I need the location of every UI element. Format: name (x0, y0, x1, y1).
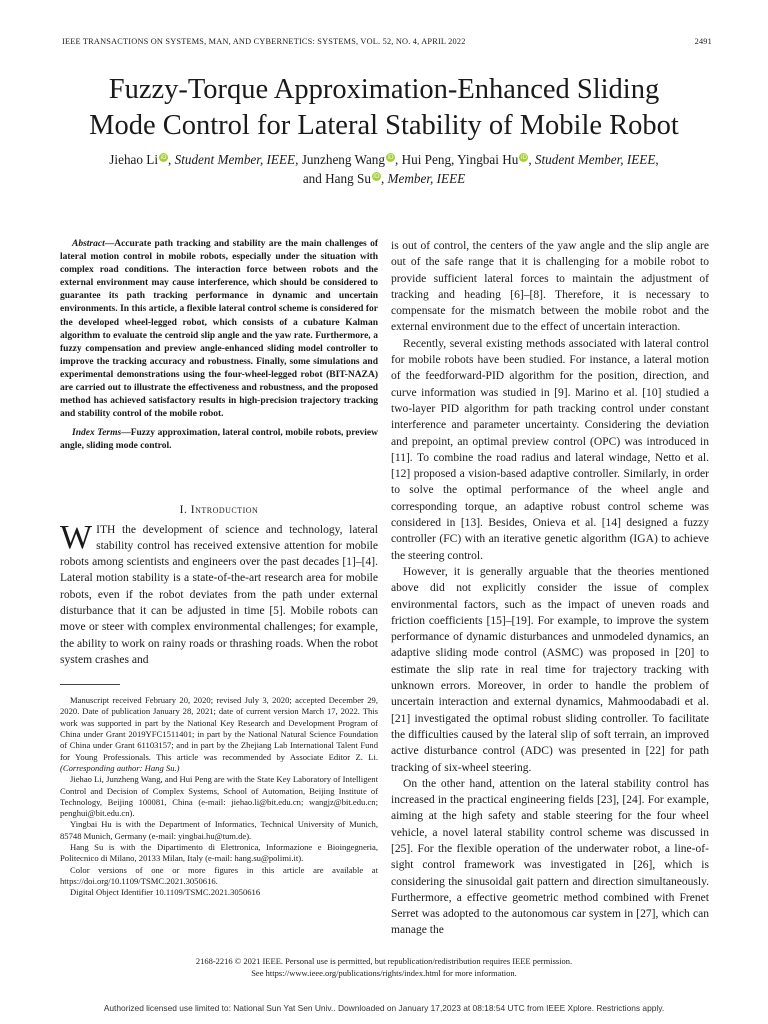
dropcap: W (60, 518, 93, 556)
author-1-role: Student Member, IEEE (174, 152, 296, 167)
corresponding-author: (Corresponding author: Hang Su.) (60, 762, 180, 773)
author-5-role: Member, IEEE (387, 171, 466, 186)
footnote-manuscript (60, 695, 378, 774)
orcid-icon[interactable]: iD (520, 154, 527, 161)
author-line-1: Jiehao Li iD, Student Member, IEEE, Junzheng Wang iD, Hui Peng, Yingbai Hu iD, Student Member, IEEE, (109, 152, 659, 167)
footnote-affiliation-2: Yingbai Hu is with the Department of Informatics, Technical University of Munich, 85748 Munich, Germany (e-mail: yingbai.hu@tum.de). (60, 819, 378, 841)
author-1: Jiehao Li (109, 152, 159, 167)
copyright-line-2: See https://www.ieee.org/publications/rights/index.html for more information. (251, 968, 517, 978)
right-column (391, 238, 709, 939)
journal-name: IEEE TRANSACTIONS ON SYSTEMS, MAN, AND CYBERNETICS: SYSTEMS, VOL. 52, NO. 4, APRIL 2022 (62, 37, 466, 46)
abstract-label: Abstract (72, 239, 105, 249)
copyright-notice (60, 955, 708, 979)
index-terms (60, 427, 378, 453)
intro-paragraph (60, 518, 378, 669)
running-head (62, 37, 712, 46)
footnote-color-versions: Color versions of one or more figures in this article are available at https://doi.org/10.1109/TSMC.2021.3050616. (60, 864, 378, 886)
section-title: Introduction (190, 503, 259, 516)
paragraph: However, it is generally arguable that the theories mentioned above did not explicitly consider the issue of complex environmental factors, such as the impact of uneven roads and friction coefficients [15]–[19]. For example, to improve the system performance of dynamic disturbances and unmodeled dynamics, an adaptive sliding mode control (ASMC) was proposed in [20] to estimate the slip rate in real time for trajectory tracking with unknown errors. Moreover, in order to handle the problem of uncertain interaction and external dynamics, Mahmoodabadi et al. [21] investigated the optimal robust sliding controller. To facilitate the difficulties caused by the lateral slip of soft terrain, an improved active disturbance control (ADC) was presented in [22] for path tracking of six-wheel steering. (391, 565, 709, 774)
license-footer: Authorized licensed use limited to: National Sun Yat Sen Univ.. Downloaded on January 17,2023 at 08:18:54 UTC from IEEE Xplore. Restrictions apply. (103, 1003, 665, 1013)
abstract (60, 238, 378, 421)
paragraph: On the other hand, attention on the lateral stability control has increased in the practical engineering fields [23], [24]. For example, aiming at the high safety and stable steering for the four wheel vehicle, a novel lateral stability control scheme was discussed in [25]. For the flexible operation of the underwater robot, a line-of-sight control framework was investigated in [26], which is considering the sinusoidal gait pattern and direction simultaneously. Furthermore, a effective geometric method combined with Frenet Serret was adopted to the autonomous car system in [27], which can manage the (391, 777, 709, 937)
orcid-icon[interactable]: iD (373, 173, 380, 180)
title-line-2: Mode Control for Lateral Stability of Mobile Robot (89, 110, 679, 141)
index-terms-text: —Fuzzy approximation, lateral control, mobile robots, preview angle, sliding mode control. (60, 428, 378, 452)
author-3-4: Hui Peng, Yingbai Hu (401, 152, 519, 167)
index-terms-label: Index Terms (72, 428, 122, 439)
paragraph: is out of control, the centers of the yaw angle and the slip angle are out of the safe range that it is challenging for a mobile robot to provide sufficient lateral forces to maintain the adjustment of tracking and heading [6]–[8]. Therefore, it is necessary to compensate for the mismatch between the mobile robot and the external environment due to the effect of uncertain interaction. (391, 240, 709, 334)
footnote-divider (60, 684, 120, 685)
intro-text: ITH the development of science and technology, lateral stability control has received extensive attention for mobile robots among scientists and engineers over the past decades [1]–[4]. Lateral motion stability is a state-of-the-art research area for mobile robots, even if the robot deviates from the path under external disturbance that it can be adjusted in time [5]. Mobile robots can move or steer with complex environmental challenges; for example, the ability to work on rainy roads or thrashing roads. When the robot system crashes and (60, 523, 378, 666)
title-line-1: Fuzzy-Torque Approximation-Enhanced Sliding (108, 74, 660, 105)
section-number: I. (179, 503, 188, 516)
author-5: and Hang Su (302, 171, 371, 186)
author-4-role: Student Member, IEEE (534, 152, 656, 167)
left-column (60, 238, 378, 899)
footnote-doi: Digital Object Identifier 10.1109/TSMC.2021.3050616 (70, 887, 261, 898)
orcid-icon[interactable]: iD (387, 154, 394, 161)
footnote-manuscript-text: Manuscript received February 20, 2020; revised July 3, 2020; accepted December 29, 2020. Date of publication January 28, 2021; date of current version March 17, 2022. This work was supported in part by the National Key Research and Development Program of China under Grant 2019YFC1511401; in part by the National Natural Science Foundation of China under Grant 61103157; and in part by the Zhejiang Lab International Talent Fund for Young Professionals. This article was recommended by Associate Editor Z. Li. (60, 695, 378, 762)
footnote-affiliation-3: Hang Su is with the Dipartimento di Elettronica, Informazione e Bioingegneria, Politecnico di Milano, 20133 Milan, Italy (e-mail: hang.su@polimi.it). (60, 842, 378, 864)
copyright-line-1: 2168-2216 © 2021 IEEE. Personal use is permitted, but republication/redistribution requires IEEE permission. (195, 956, 573, 966)
page-number: 2491 (694, 37, 712, 46)
author-list (60, 150, 708, 188)
author-2: Junzheng Wang (301, 152, 385, 167)
paper-title (40, 72, 728, 144)
abstract-text: —Accurate path tracking and stability are the main challenges of lateral motion control in mobile robots, especially under the situation with complex road conditions. The interaction force between robots and the external environment may cause interference, which should be considered to guarantee its path tracking performance in dynamic and uncertain environments. In this article, a flexible lateral control scheme is considered for the developed wheel-legged robot, which consists of a cubature Kalman algorithm to evaluate the centroid slip angle and the yaw rate. Furthermore, a fuzzy compensation and preview angle-enhanced sliding model controller to improve the tracking accuracy and robustness. Finally, some simulations and experimental demonstrations using the four-wheel-legged robot (BIT-NAZA) are carried out to illustrate the effectiveness and robustness, and the proposed method has achieved satisfactory results in high-precision trajectory tracking and stability control of the mobile robot. (60, 239, 378, 420)
section-heading (60, 504, 378, 516)
author-line-2: and Hang Su iD, Member, IEEE (302, 171, 466, 186)
paragraph: Recently, several existing methods associated with lateral control for mobile robots have been studied. For instance, a lateral motion of the feedforward-PID algorithm for the position, direction, and curve information was studied in [9]. Marino et al. [10] studied a two-layer PID algorithm for path tracking control under constant interference and parameter uncertainty. Considering the deviation and prepoint, an optimal preview control (OPC) was introduced in [11]. To combine the road radius and lateral windage, Netto et al. [12] proposed a vision-based adaptive controller. Similarly, in order to solve the optimal performance of the wheel angle and corresponding torque, an adaptive robust control scheme was considered in [13]. Besides, Onieva et al. [14] designed a fuzzy controller (FC) with an iterative genetic algorithm (IGA) to achieve the steering control. (391, 337, 709, 562)
orcid-icon[interactable]: iD (160, 154, 167, 161)
footnote-affiliation-1: Jiehao Li, Junzheng Wang, and Hui Peng are with the State Key Laboratory of Intelligent Control and Decision of Complex Systems, School of Automation, Beijing Institute of Technology, Beijing 100081, China (e-mail: jiehao.li@bit.edu.cn; wangjz@bit.edu.cn; penghui@bit.edu.cn). (60, 774, 378, 819)
